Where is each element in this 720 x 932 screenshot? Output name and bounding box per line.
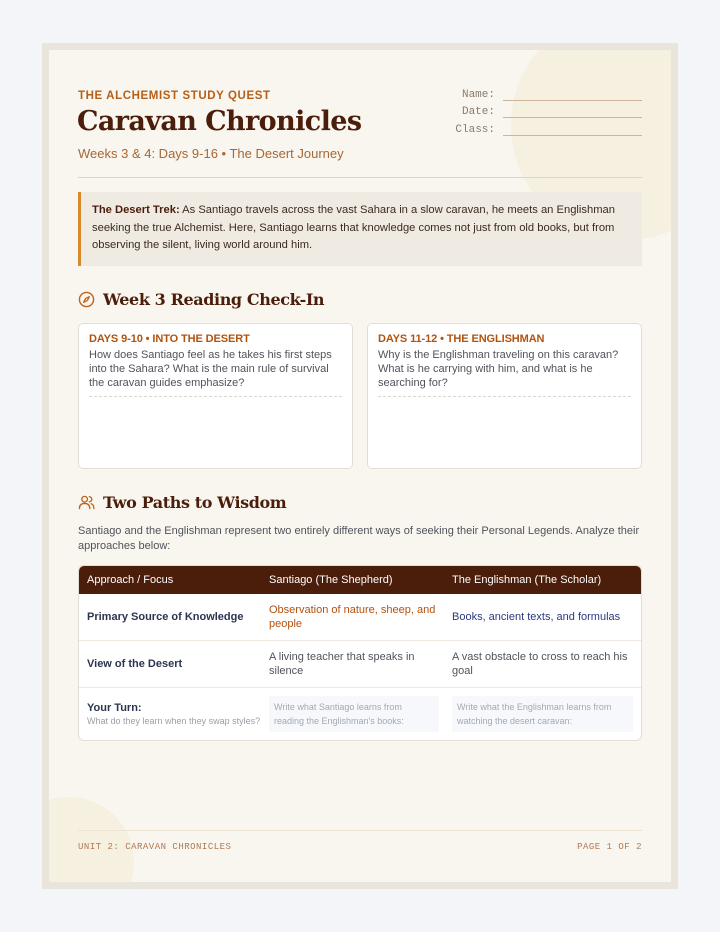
checkin-heading-text: Week 3 Reading Check-In [103, 290, 325, 309]
paths-heading-text: Two Paths to Wisdom [103, 493, 287, 512]
date-label: Date: [461, 106, 495, 118]
header-divider [78, 177, 642, 178]
your-turn-row [79, 688, 641, 740]
column-header: Approach / Focus [87, 574, 174, 586]
name-label: Name: [461, 88, 495, 101]
date-field[interactable] [455, 101, 642, 119]
class-label: Class: [455, 123, 495, 136]
student-info-fields [455, 83, 642, 136]
footer-unit: UNIT 2: CARAVAN CHRONICLES [78, 842, 232, 852]
paths-heading [78, 493, 286, 512]
desert-trek-callout [78, 192, 642, 266]
card-title: DAYS 9-10 • INTO THE DESERT [89, 333, 250, 345]
callout-text: As Santiago travels across the vast Sahara in a slow caravan, he meets an Englishman seeking the true Alchemist. Here, Santiago learns that knowledge comes not just from old books, but from observing the silent, living world around him. [92, 204, 615, 251]
column-header: Santiago (The Shepherd) [269, 574, 393, 586]
paths-intro: Santiago and the Englishman represent two entirely different ways of seeking their Personal Legends. Analyze their approaches below: [78, 525, 640, 552]
santiago-response-box[interactable]: Write what Santiago learns from reading the Englishman's books: [269, 696, 439, 732]
worksheet-page [49, 50, 671, 882]
table-row [79, 594, 641, 641]
santiago-cell: A living teacher that speaks in silence [269, 650, 415, 677]
days-11-12-card[interactable] [367, 323, 642, 469]
englishman-response-box[interactable]: Write what the Englishman learns from watching the desert caravan: [452, 696, 633, 732]
englishman-response-cell [445, 696, 641, 732]
your-turn-label [79, 702, 262, 726]
your-turn-subtitle: What do they learn when they swap styles? [87, 716, 261, 726]
table-row [79, 641, 641, 688]
page-footer [78, 830, 642, 852]
name-line[interactable] [503, 91, 642, 101]
checkin-heading [78, 290, 324, 309]
column-header: The Englishman (The Scholar) [452, 574, 602, 586]
class-field[interactable] [455, 118, 642, 136]
page-title: Caravan Chronicles [77, 106, 362, 137]
englishman-cell: Books, ancient texts, and formulas [452, 610, 621, 623]
class-line[interactable] [503, 126, 642, 136]
your-turn-title: Your Turn: [87, 702, 142, 714]
days-9-10-card[interactable] [78, 323, 353, 469]
compass-icon [78, 291, 95, 308]
page-subtitle: Weeks 3 & 4: Days 9-16 • The Desert Journey [78, 146, 344, 161]
name-field[interactable] [455, 83, 642, 101]
santiago-response-cell [262, 696, 445, 732]
row-label: View of the Desert [87, 658, 183, 670]
date-line[interactable] [503, 108, 642, 118]
people-icon [78, 494, 95, 511]
row-label: Primary Source of Knowledge [87, 611, 244, 623]
englishman-cell: A vast obstacle to cross to reach his goal [452, 650, 628, 677]
card-title: DAYS 11-12 • THE ENGLISHMAN [378, 333, 545, 345]
worksheet-kicker: THE ALCHEMIST STUDY QUEST [78, 90, 271, 102]
santiago-cell: Observation of nature, sheep, and people [269, 603, 436, 630]
callout-lead: The Desert Trek: [92, 204, 180, 216]
worksheet-frame [42, 43, 678, 889]
card-question: Why is the Englishman traveling on this caravan? What is he carrying with him, and what is he searching for? [378, 348, 631, 397]
table-header [79, 566, 641, 594]
comparison-table [78, 565, 642, 741]
card-question: How does Santiago feel as he takes his first steps into the Sahara? What is the main rule of survival the caravan guides emphasize? [89, 348, 342, 397]
footer-page-number: PAGE 1 OF 2 [577, 842, 642, 852]
